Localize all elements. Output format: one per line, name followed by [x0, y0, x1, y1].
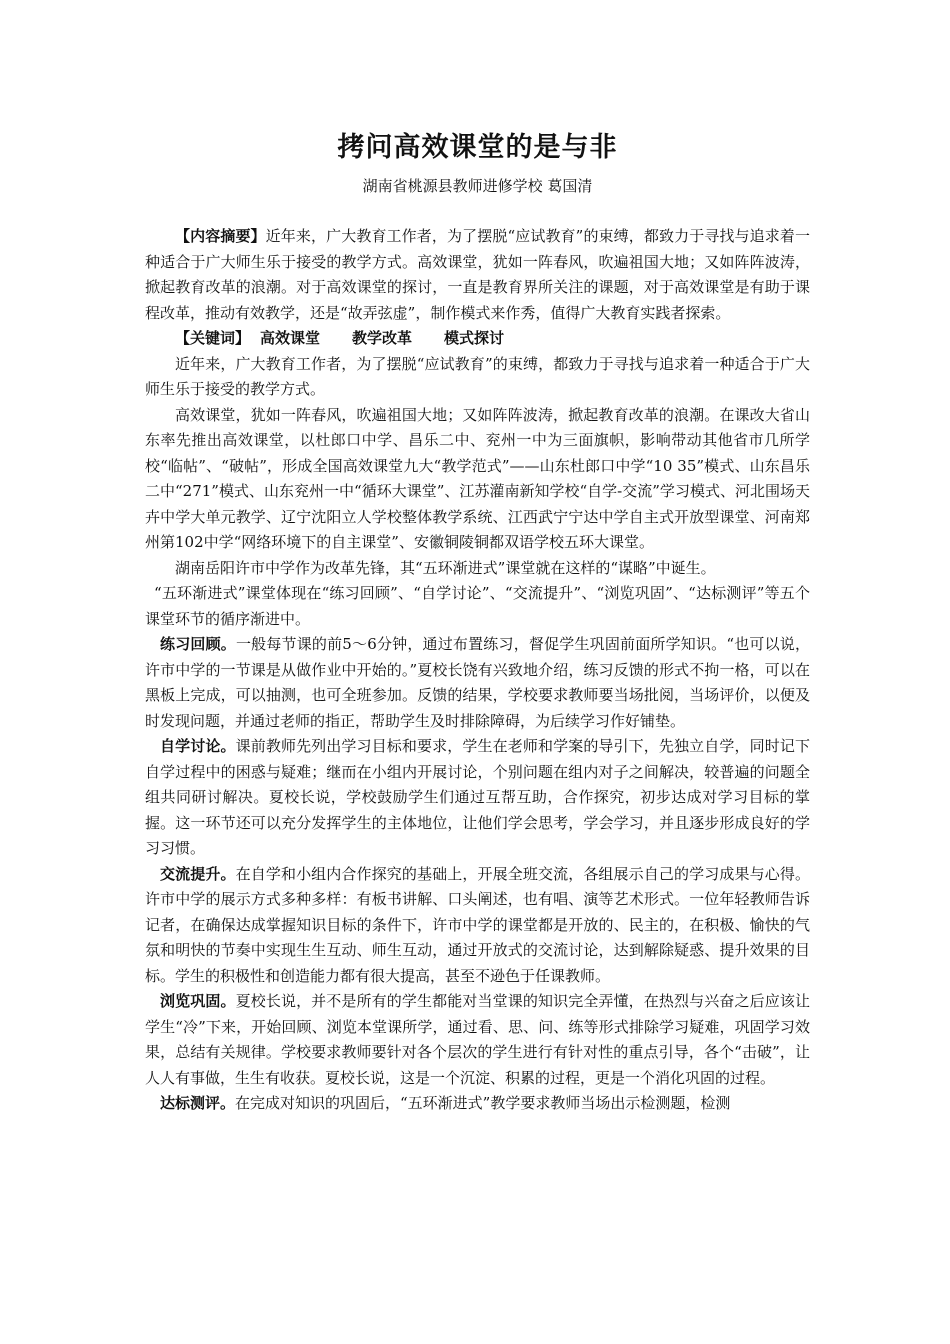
keyword-item: 教学改革 [352, 329, 413, 347]
section-heading: 练习回顾。 [160, 635, 236, 653]
keywords-label: 【关键词】 [175, 329, 251, 347]
keywords-line [145, 326, 810, 352]
section-paragraph [145, 1091, 810, 1117]
document-page [145, 128, 810, 1117]
body-paragraph: 湖南岳阳许市中学作为改革先锋，其“五环渐进式”课堂就在这样的“谋略”中诞生。 [175, 558, 716, 577]
section-text: 一般每节课的前5～6分钟，通过布置练习，督促学生巩固前面所学知识。“也可以说，许市中学的一节课是从做作业中开始的。”夏校长饶有兴致地介绍，练习反馈的形式不拘一格，可以在黑板上完成，可以抽测，也可全班参加。反馈的结果，学校要求教师要当场批阅，当场评价，以便及时发现问题，并通过老师的指正，帮助学生及时排除障碍，为后续学习作好铺垫。 [145, 635, 810, 730]
section-heading: 自学讨论。 [160, 737, 236, 755]
body-paragraph: 近年来，广大教育工作者，为了摆脱“应试教育”的束缚，都致力于寻找与追求着一种适合于广大师生乐于接受的教学方式。 [145, 354, 810, 398]
abstract-text: 近年来，广大教育工作者，为了摆脱“应试教育”的束缚，都致力于寻找与追求着一种适合于广大师生乐于接受的教学方式。高效课堂，犹如一阵春风，吹遍祖国大地；又如阵阵波涛，掀起教育改革的浪潮。对于高效课堂的探讨，一直是教育界所关注的课题，对于高效课堂是有助于课程改革，推动有效教学，还是“故弄弦虚”，制作模式来作秀，值得广大教育实践者探索。 [145, 227, 810, 322]
keyword-item: 模式探讨 [444, 329, 505, 347]
section-paragraph [145, 989, 810, 1091]
section-text: 夏校长说，并不是所有的学生都能对当堂课的知识完全弄懂，在热烈与兴奋之后应该让学生“冷”下来，开始回顾、浏览本堂课所学，通过看、思、问、练等形式排除学习疑难，巩固学习效果，总结有关规律。学校要求教师要针对各个层次的学生进行有针对性的重点引导，各个“击破”，让人人有事做，生生有收获。夏校长说，这是一个沉淀、积累的过程，更是一个消化巩固的过程。 [145, 992, 810, 1087]
section-heading: 达标测评。 [160, 1094, 236, 1112]
section-paragraph [145, 862, 810, 990]
document-author: 湖南省桃源县教师进修学校 葛国清 [362, 177, 593, 195]
abstract-paragraph [145, 224, 810, 326]
body-paragraph: “五环渐进式”课堂体现在“练习回顾”、“自学讨论”、“交流提升”、“浏览巩固”、“达标测评”等五个课堂环节的循序渐进中。 [145, 584, 810, 628]
keyword-item: 高效课堂 [260, 329, 321, 347]
section-text: 在自学和小组内合作探究的基础上，开展全班交流，各组展示自己的学习成果与心得。许市中学的展示方式多种多样：有板书讲解、口头阐述，也有唱、演等艺术形式。一位年轻教师告诉记者，在确保达成掌握知识目标的条件下，许市中学的课堂都是开放的、民主的，在积极、愉快的气氛和明快的节奏中实现生生互动、师生互动，通过开放式的交流讨论，达到解除疑惑、提升效果的目标。学生的积极性和创造能力都有很大提高，甚至不逊色于任课教师。 [145, 864, 810, 985]
section-text: 课前教师先列出学习目标和要求，学生在老师和学案的导引下，先独立自学，同时记下自学过程中的困惑与疑难；继而在小组内开展讨论，个别问题在组内对子之间解决，较普遍的问题全组共同研讨解决。夏校长说，学校鼓励学生们通过互帮互助，合作探究，初步达成对学习目标的掌握。这一环节还可以充分发挥学生的主体地位，让他们学会思考，学会学习，并且逐步形成良好的学习习惯。 [145, 737, 810, 857]
section-paragraph [145, 734, 810, 862]
section-heading: 交流提升。 [160, 864, 236, 883]
document-title: 拷问高效课堂的是与非 [337, 132, 618, 163]
section-heading: 浏览巩固。 [160, 992, 236, 1010]
abstract-label: 【内容摘要】 [175, 227, 266, 245]
body-paragraph: 高效课堂，犹如一阵春风，吹遍祖国大地；又如阵阵波涛，掀起教育改革的浪潮。在课改大省山东率先推出高效课堂，以杜郎口中学、昌乐二中、兖州一中为三面旗帜，影响带动其他省市几所学校“临帖”、“破帖”，形成全国高效课堂九大“教学范式”——山东杜郎口中学“10 35”模式、山东昌乐二中“271”模式、山东兖州一中“循环大课堂”、江苏灌南新知学校“自学-交流”学习模式、河北围场天卉中学大单元教学、辽宁沈阳立人学校整体教学系统、江西武宁宁达中学自主式开放型课堂、河南郑州第102中学“网络环境下的自主课堂”、安徽铜陵铜都双语学校五环大课堂。 [145, 405, 810, 551]
section-text: 在完成对知识的巩固后，“五环渐进式”教学要求教师当场出示检测题，检测 [235, 1094, 731, 1112]
section-paragraph [145, 632, 810, 734]
